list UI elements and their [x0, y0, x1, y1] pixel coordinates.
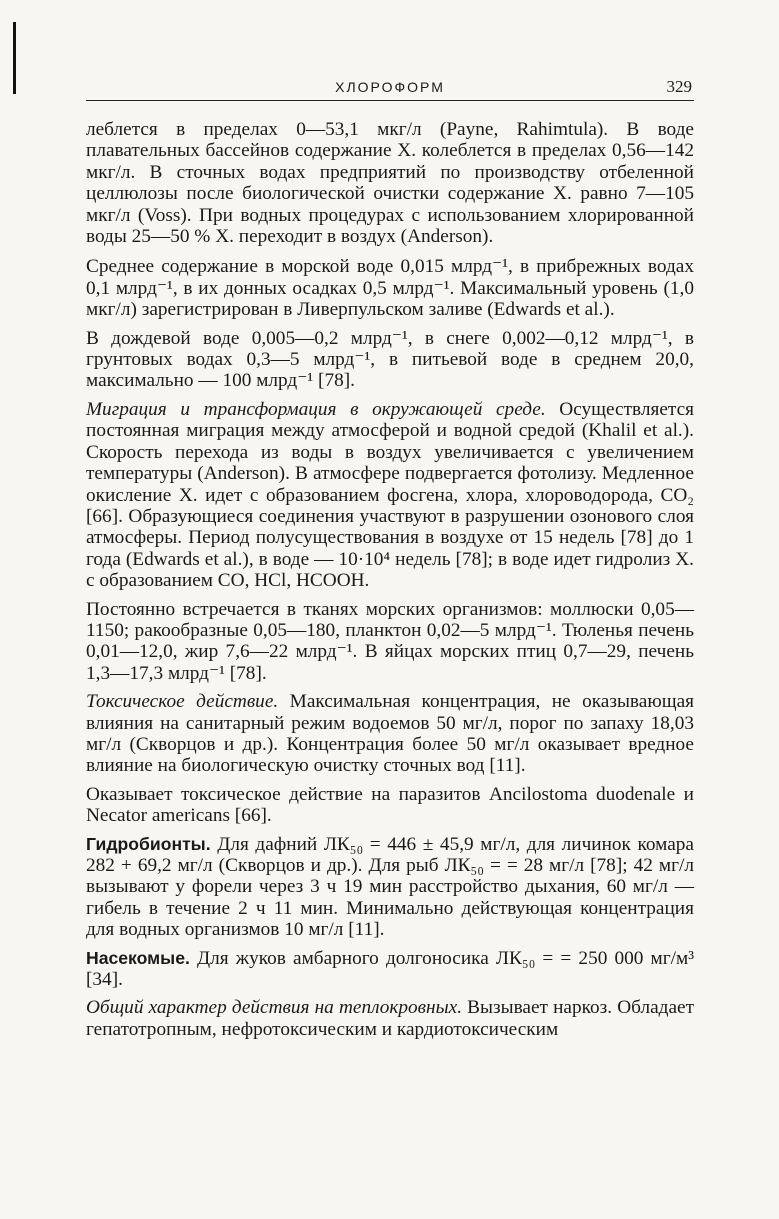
paragraph — [86, 256, 694, 320]
paragraph — [86, 997, 694, 1040]
paragraph-text: Максимальная концентрация, не оказывающая влияния на санитарный режим водоемов 50 мг/л, порог по запаху 18,03 мг/л (Скворцов и др.). Концентрация более 50 мг/л оказывает вредное влияние на биологическую очистку сточных вод [11]. — [86, 691, 694, 777]
section-lead: Миграция и трансформация в окружающей среде. — [86, 398, 546, 420]
paragraph — [86, 328, 694, 392]
paragraph-text: Осуществляется постоянная миграция между атмосферой и водной средой (Khalil et al.). Скорость перехода из воды в воздух увеличивается с увеличением температуры (Anderson). В атмосфере подвергается фотолизу. Медленное окисление X. идет с образованием фосгена, хлора, хлороводорода, CO₂ [66]. Образующиеся соединения участвуют в разрушении озонового слоя атмосферы. Период полусуществования в воздухе от 15 недель [78] до 1 года (Edwards et al.), в воде — 10·10⁴ недель [78]; в воде идет гидролиз X. с образованием CO, HCl, HCOOH. — [86, 398, 694, 592]
paragraph-text: Постоянно встречается в тканях морских организмов: моллюски 0,05—1150; ракообразные 0,05—180, планктон 0,02—5 млрд⁻¹. Тюленья печень 0,01—12,0, жир 7,6—22 млрд⁻¹. В яйцах морских птиц 0,7—29, печень 1,3—17,3 млрд⁻¹ [78]. — [86, 598, 694, 684]
section-lead: Токсическое действие. — [86, 691, 279, 713]
paragraph — [86, 834, 694, 941]
paragraph-text: Оказывает токсическое действие на паразитов Ancilostoma duodenale и Necator americans [66]. — [86, 783, 694, 827]
section-lead: Общий характер действия на теплокровных. — [86, 997, 463, 1019]
running-header — [86, 76, 694, 101]
page-number: 329 — [666, 77, 692, 96]
paragraph — [86, 691, 694, 777]
paragraph-text: Вызывает наркоз. Обладает гепатотропным, нефротоксическим и кардиотоксическим — [86, 997, 694, 1040]
margin-rule — [13, 22, 16, 94]
paragraph-text: В дождевой воде 0,005—0,2 млрд⁻¹, в снеге 0,002—0,12 млрд⁻¹, в грунтовых водах 0,3—5 млрд⁻¹, в питьевой воде в среднем 20,0, максимально — 100 млрд⁻¹ [78]. — [86, 327, 694, 392]
paragraph-text: Для жуков амбарного долгоносика ЛК₅₀ = = 250 000 мг/м³ [34]. — [86, 947, 694, 991]
section-lead: Насекомые. — [86, 947, 190, 968]
paragraph — [86, 784, 694, 827]
paragraph — [86, 399, 694, 592]
page-body — [86, 119, 694, 1047]
section-lead: Гидробионты. — [86, 833, 211, 854]
paragraph — [86, 599, 694, 685]
paragraph-text: Для дафний ЛК₅₀ = 446 ± 45,9 мг/л, для личинок комара 282 + 69,2 мг/л (Скворцов и др.). Для рыб ЛК₅₀ = = 28 мг/л [78]; 42 мг/л вызывают у форели через 3 ч 19 мин расстройство дыхания, 60 мг/л — гибель в течение 2 ч 11 мин. Минимально действующая концентрация для водных организмов 10 мг/л [11]. — [86, 833, 694, 941]
paragraph-text: леблется в пределах 0—53,1 мкг/л (Payne, Rahimtula). В воде плавательных бассейнов содержание X. колеблется в пределах 0,56—142 мкг/л. В сточных водах предприятий по производству отбеленной целлюлозы после биологической очистки содержание X. равно 7—105 мкг/л (Voss). При водных процедурах с использованием хлорированной воды 25—50 % X. переходит в воздух (Anderson). — [86, 119, 694, 248]
paragraph — [86, 119, 694, 247]
running-title: ХЛОРОФОРМ — [335, 79, 445, 95]
paragraph-text: Среднее содержание в морской воде 0,015 млрд⁻¹, в прибрежных водах 0,1 млрд⁻¹, в их донных осадках 0,5 млрд⁻¹. Максимальный уровень (1,0 мкг/л) зарегистрирован в Ливерпульском заливе (Edwards et al.). — [86, 256, 694, 321]
paragraph — [86, 948, 694, 991]
